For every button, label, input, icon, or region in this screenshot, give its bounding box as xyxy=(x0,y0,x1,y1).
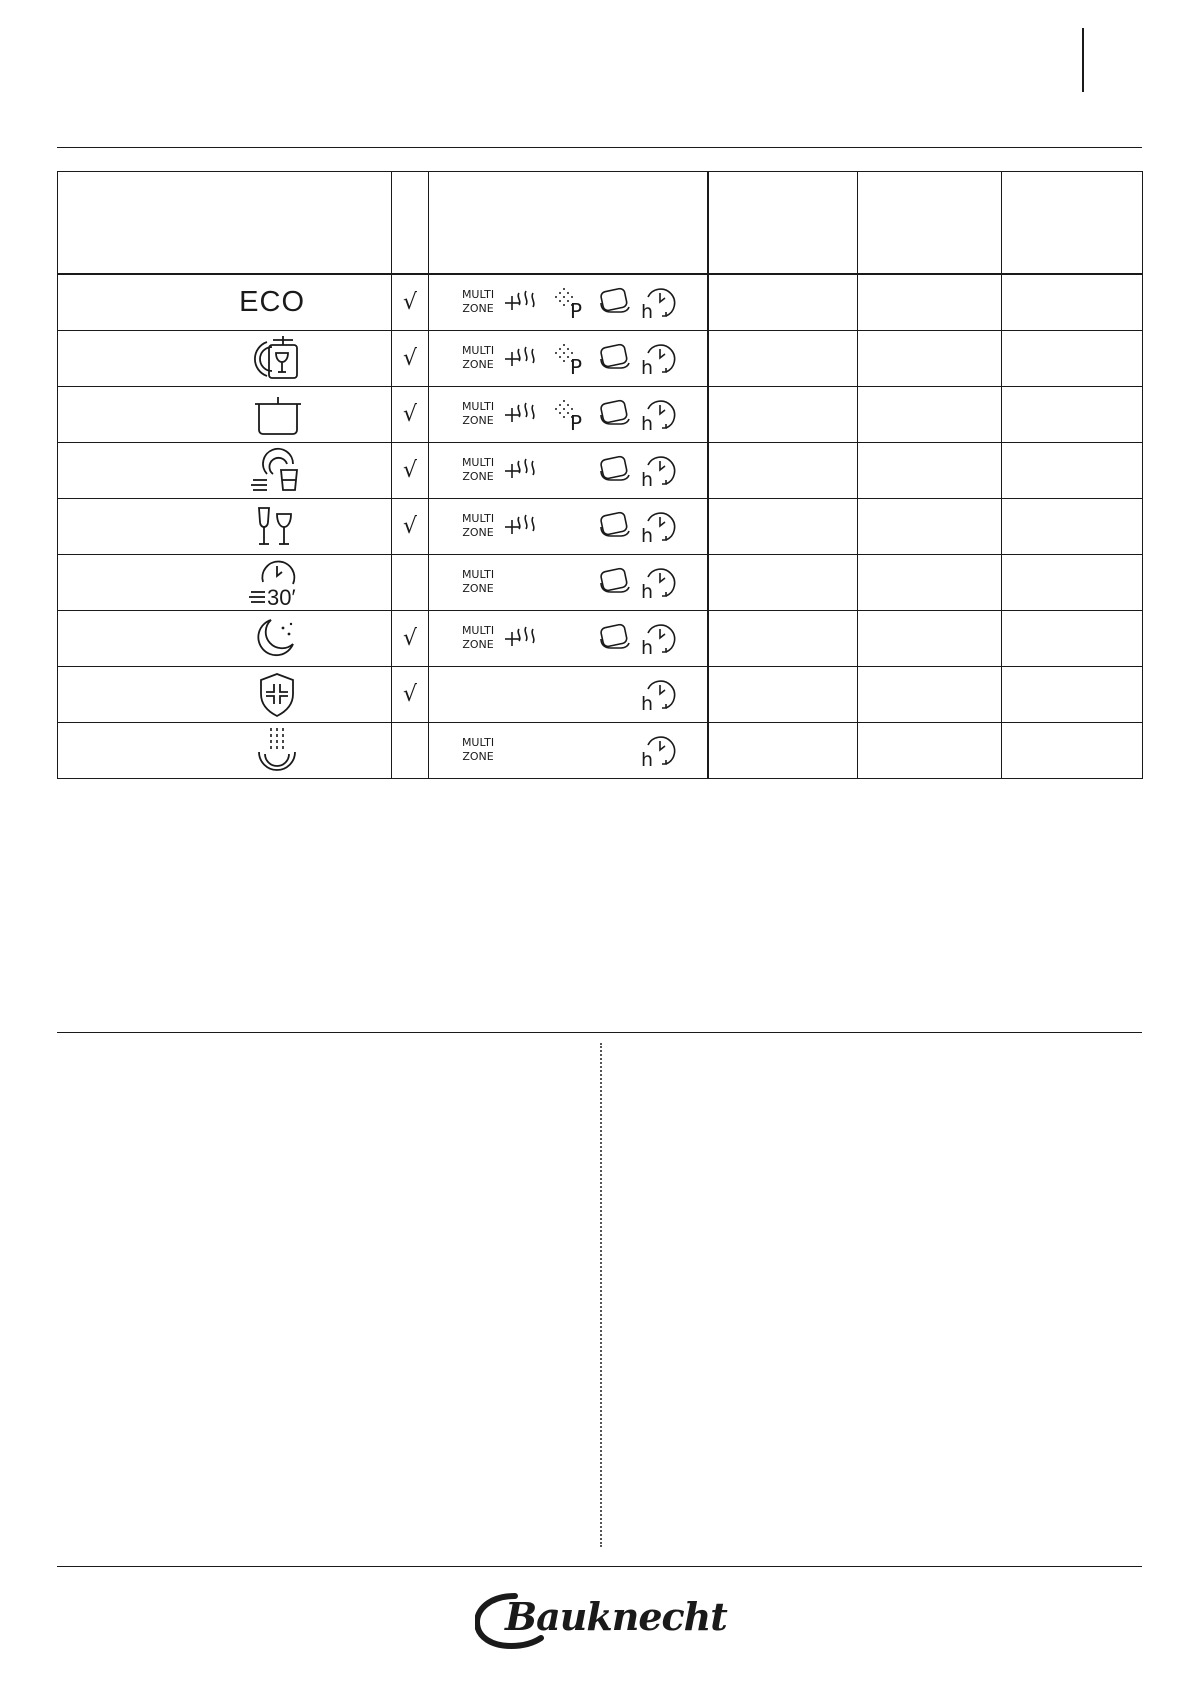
cell-col-6 xyxy=(1002,331,1143,387)
delay-start-icon xyxy=(640,565,680,601)
options-cell xyxy=(429,274,708,331)
program-cell xyxy=(58,667,392,723)
program-cell xyxy=(58,555,392,611)
steam-plus-icon xyxy=(503,509,543,543)
svg-text:P: P xyxy=(570,355,583,377)
tablet-icon xyxy=(597,341,633,375)
steam-plus-icon xyxy=(503,453,543,487)
table-row xyxy=(58,331,1143,387)
cell-col-6 xyxy=(1002,723,1143,779)
cell-col-6 xyxy=(1002,611,1143,667)
check-mark: √ xyxy=(392,611,429,667)
delay-start-icon xyxy=(640,397,680,433)
cell-col-6 xyxy=(1002,555,1143,611)
prewash-icon xyxy=(245,726,305,776)
cell-col-5 xyxy=(858,611,1002,667)
cell-col-4 xyxy=(708,331,858,387)
delay-start-icon xyxy=(640,509,680,545)
check-mark: √ xyxy=(392,499,429,555)
program-cell xyxy=(58,723,392,779)
options-cell xyxy=(429,667,708,723)
pot-icon xyxy=(245,390,305,440)
check-mark: √ xyxy=(392,274,429,331)
steam-plus-icon xyxy=(503,397,543,431)
eco-label: ECO xyxy=(239,286,305,318)
cell-col-5 xyxy=(858,331,1002,387)
multizone-icon: MULTI ZONE xyxy=(461,512,495,539)
steam-plus-icon xyxy=(503,341,543,375)
header-check xyxy=(392,172,429,275)
multizone-icon: MULTI ZONE xyxy=(461,456,495,483)
moon-night-icon xyxy=(245,614,305,664)
multizone-icon: MULTI ZONE xyxy=(461,400,495,427)
cell-col-4 xyxy=(708,443,858,499)
tablet-icon xyxy=(597,453,633,487)
options-cell xyxy=(429,387,708,443)
cell-col-4 xyxy=(708,387,858,443)
options-cell xyxy=(429,723,708,779)
header-program xyxy=(58,172,392,275)
tablet-icon xyxy=(597,397,633,431)
table-row xyxy=(58,387,1143,443)
delay-start-icon xyxy=(640,453,680,489)
section-rule xyxy=(57,1032,1142,1033)
cell-col-6 xyxy=(1002,274,1143,331)
cell-col-4 xyxy=(708,555,858,611)
tablet-icon xyxy=(597,509,633,543)
multizone-icon: MULTI ZONE xyxy=(461,624,495,651)
brand-logo xyxy=(475,1588,727,1652)
check-mark: √ xyxy=(392,387,429,443)
cell-col-4 xyxy=(708,667,858,723)
svg-text:30′: 30′ xyxy=(267,584,296,608)
check-mark: √ xyxy=(392,443,429,499)
table-header-row xyxy=(58,172,1143,275)
cell-col-4 xyxy=(708,611,858,667)
cell-col-5 xyxy=(858,723,1002,779)
cell-col-5 xyxy=(858,443,1002,499)
multizone-icon: MULTI ZONE xyxy=(461,568,495,595)
check-mark: √ xyxy=(392,667,429,723)
check-mark xyxy=(392,723,429,779)
daily-program-icon xyxy=(245,446,305,496)
table-row xyxy=(58,499,1143,555)
multizone-icon: MULTI ZONE xyxy=(461,344,495,371)
check-mark: √ xyxy=(392,331,429,387)
program-cell xyxy=(58,331,392,387)
quick-30-icon xyxy=(245,558,305,608)
cell-col-4 xyxy=(708,499,858,555)
svg-text:h: h xyxy=(641,413,654,433)
svg-text:h: h xyxy=(641,693,654,713)
table-row xyxy=(58,274,1143,331)
program-cell xyxy=(58,611,392,667)
svg-text:h: h xyxy=(641,749,654,769)
options-cell xyxy=(429,443,708,499)
svg-text:h: h xyxy=(641,357,654,377)
brand-name: Bauknecht xyxy=(505,1594,727,1639)
steam-plus-icon xyxy=(503,621,543,655)
powerclean-icon xyxy=(550,341,588,377)
table-row xyxy=(58,443,1143,499)
program-cell xyxy=(58,443,392,499)
delay-start-icon xyxy=(640,285,680,321)
tablet-icon xyxy=(597,285,633,319)
delay-start-icon xyxy=(640,677,680,713)
cell-col-5 xyxy=(858,499,1002,555)
cell-col-6 xyxy=(1002,499,1143,555)
svg-text:h: h xyxy=(641,525,654,545)
cell-col-6 xyxy=(1002,387,1143,443)
cell-col-5 xyxy=(858,274,1002,331)
shield-icon xyxy=(245,670,305,720)
cell-col-6 xyxy=(1002,443,1143,499)
svg-text:h: h xyxy=(641,637,654,657)
cell-col-4 xyxy=(708,723,858,779)
delay-start-icon xyxy=(640,341,680,377)
svg-text:h: h xyxy=(641,581,654,601)
cell-col-5 xyxy=(858,555,1002,611)
top-rule xyxy=(57,147,1142,148)
header-col-6 xyxy=(1002,172,1143,275)
footer-rule xyxy=(57,1566,1142,1567)
header-col-4 xyxy=(708,172,858,275)
program-cell xyxy=(58,387,392,443)
cell-col-5 xyxy=(858,667,1002,723)
delay-start-icon xyxy=(640,733,680,769)
svg-text:h: h xyxy=(641,301,654,321)
program-cell xyxy=(58,499,392,555)
cell-col-4 xyxy=(708,274,858,331)
page-marker-bar xyxy=(1082,28,1084,92)
program-cell xyxy=(58,274,392,331)
options-cell xyxy=(429,499,708,555)
options-cell xyxy=(429,611,708,667)
check-mark xyxy=(392,555,429,611)
glasses-icon xyxy=(245,502,305,552)
options-cell xyxy=(429,331,708,387)
header-col-5 xyxy=(858,172,1002,275)
steam-plus-icon xyxy=(503,285,543,319)
program-table xyxy=(57,171,1143,779)
multizone-icon: MULTI ZONE xyxy=(461,288,495,315)
svg-text:P: P xyxy=(570,411,583,433)
table-row xyxy=(58,723,1143,779)
table-row xyxy=(58,555,1143,611)
powerclean-icon xyxy=(550,397,588,433)
auto-program-icon xyxy=(245,334,305,384)
cell-col-6 xyxy=(1002,667,1143,723)
header-options xyxy=(429,172,708,275)
delay-start-icon xyxy=(640,621,680,657)
table-row xyxy=(58,667,1143,723)
svg-text:P: P xyxy=(570,299,583,321)
column-divider-dotted xyxy=(600,1043,602,1547)
options-cell xyxy=(429,555,708,611)
powerclean-icon xyxy=(550,285,588,321)
multizone-icon: MULTI ZONE xyxy=(461,736,495,763)
tablet-icon xyxy=(597,565,633,599)
cell-col-5 xyxy=(858,387,1002,443)
tablet-icon xyxy=(597,621,633,655)
svg-text:h: h xyxy=(641,469,654,489)
table-row xyxy=(58,611,1143,667)
